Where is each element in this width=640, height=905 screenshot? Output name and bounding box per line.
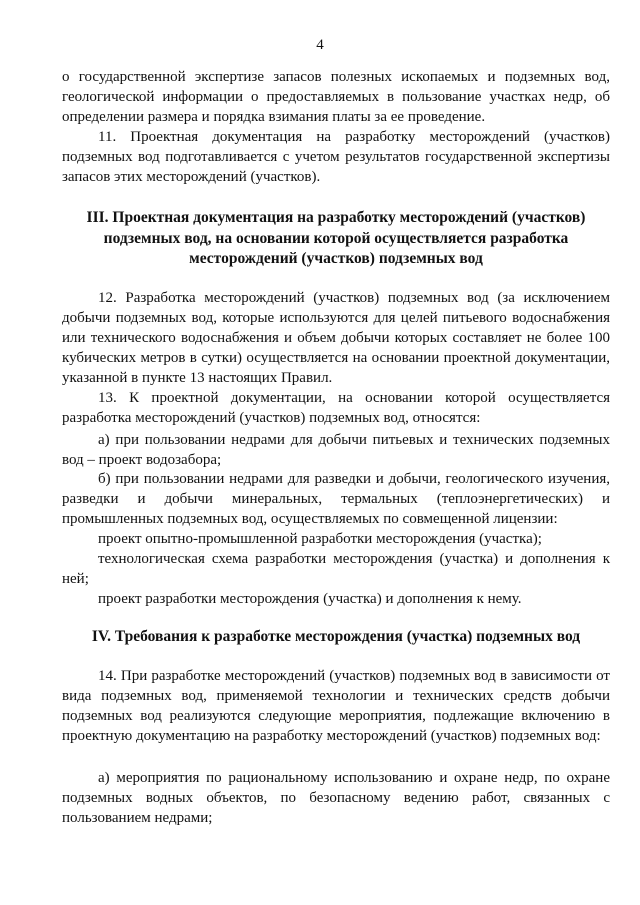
paragraph-12: 12. Разработка месторождений (участков) подземных вод (за исключением добычи подземных вод, которые используются для целей питьевого водоснабжения или технического водоснабжения и объем добычи которых составляет не более 100 кубических метров в сутки) осуществляется на основании проектной документации, указанной в пункте 13 настоящих Правил.: [62, 290, 610, 386]
paragraph-14: 14. При разработке месторождений (участков) подземных вод в зависимости от вида подземных вод, применяемой технологии и технических средств добычи подземных вод реализуются следующие мероприятия, подлежащие включению в проектную документацию на разработку месторождений (участков) подземных вод:: [62, 668, 610, 744]
page-number: 4: [316, 37, 324, 53]
section-heading-3: III. Проектная документация на разработку месторождений (участков) подземных вод, на основании которой осуществляется разработка месторождений (участков) подземных вод: [86, 209, 586, 267]
paragraph-11: 11. Проектная документация на разработку месторождений (участков) подземных вод подготавливается с учетом результатов государственной экспертизы запасов этих месторождений (участков).: [62, 129, 610, 185]
paragraph-13b: б) при пользовании недрами для разведки и добычи, геологического изучения, разведки и добычи минеральных, термальных (теплоэнергетических) и промышленных подземных вод, осуществляемых по совмещенной лицензии:: [62, 471, 610, 527]
paragraph-14a: а) мероприятия по рациональному использованию и охране недр, по охране подземных водных объектов, по безопасному ведению работ, связанных с пользованием недрами;: [62, 770, 610, 826]
paragraph-13b-item-2: технологическая схема разработки месторождения (участка) и дополнения к ней;: [62, 551, 610, 587]
paragraph-13: 13. К проектной документации, на основании которой осуществляется разработка месторождений (участков) подземных вод, относятся:: [62, 390, 610, 426]
section-heading-4: IV. Требования к разработке месторождения (участка) подземных вод: [91, 628, 581, 645]
paragraph-13b-item-1: проект опытно-промышленной разработки месторождения (участка);: [98, 531, 542, 547]
paragraph-13a: а) при пользовании недрами для добычи питьевых и технических подземных вод – проект водозабора;: [62, 432, 610, 468]
paragraph-13b-item-3: проект разработки месторождения (участка) и дополнения к нему.: [98, 591, 522, 607]
paragraph-continuation: о государственной экспертизе запасов полезных ископаемых и подземных вод, геологической информации о предоставляемых в пользование участках недр, об определении размера и порядка взимания платы за ее проведение.: [62, 69, 610, 125]
